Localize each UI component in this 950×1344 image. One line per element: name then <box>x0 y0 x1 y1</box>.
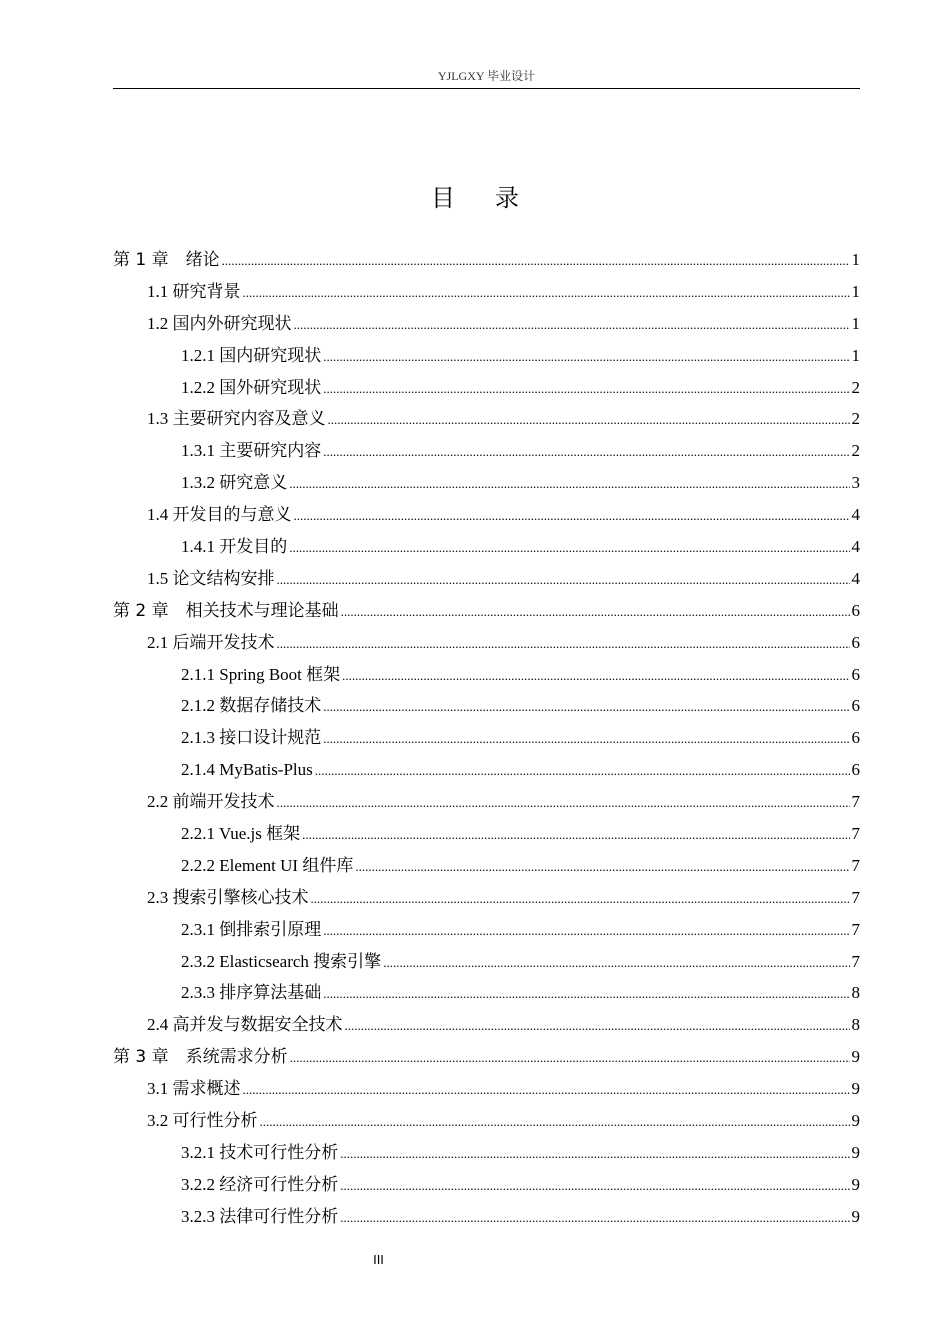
toc-entry-label: 3.2 可行性分析 <box>147 1111 258 1131</box>
toc-entry-label: 2.2.2 Element UI 组件库 <box>181 855 354 875</box>
toc-section-entry[interactable] <box>113 722 860 754</box>
toc-section-entry[interactable] <box>113 1009 860 1041</box>
toc-leader-dots <box>340 1201 849 1234</box>
toc-section-entry[interactable] <box>113 308 860 340</box>
toc-entry-page: 9 <box>851 1047 860 1067</box>
toc-leader-dots <box>294 308 850 341</box>
toc-chapter-entry[interactable] <box>113 595 860 627</box>
toc-entry-page: 1 <box>851 250 860 269</box>
toc-entry-label: 1.1 研究背景 <box>147 281 241 301</box>
page-header: YJLGXY 毕业设计 <box>113 66 860 89</box>
toc-leader-dots <box>323 372 849 405</box>
toc-entry-label: 第 1 章 绪论 <box>113 250 220 270</box>
toc-entry-label: 2.3.3 排序算法基础 <box>181 983 322 1003</box>
toc-leader-dots <box>341 595 850 628</box>
toc-entry-page: 9 <box>851 1142 860 1162</box>
toc-entry-page: 2 <box>851 409 860 429</box>
toc-leader-dots <box>323 690 849 723</box>
toc-entry-label: 2.1.2 数据存储技术 <box>181 696 322 716</box>
toc-entry-label: 2.2.1 Vue.js 框架 <box>181 824 301 844</box>
table-of-contents <box>113 244 860 1233</box>
toc-entry-page: 9 <box>851 1174 860 1194</box>
toc-entry-page: 6 <box>851 632 860 652</box>
toc-chapter-entry[interactable] <box>113 244 860 276</box>
toc-leader-dots <box>277 786 850 819</box>
toc-entry-page: 1 <box>851 281 860 301</box>
toc-entry-label: 2.1.3 接口设计规范 <box>181 728 322 748</box>
toc-leader-dots <box>323 435 849 468</box>
toc-entry-page: 3 <box>851 473 860 493</box>
toc-leader-dots <box>323 977 849 1010</box>
toc-leader-dots <box>277 627 850 660</box>
toc-entry-page: 7 <box>851 887 860 907</box>
toc-entry-page: 6 <box>851 664 860 684</box>
toc-entry-label: 2.3.1 倒排索引原理 <box>181 919 322 939</box>
toc-entry-page: 6 <box>851 600 860 620</box>
toc-section-entry[interactable] <box>113 435 860 467</box>
toc-section-entry[interactable] <box>113 627 860 659</box>
toc-leader-dots <box>345 1009 850 1042</box>
toc-entry-label: 1.2.1 国内研究现状 <box>181 345 322 365</box>
toc-leader-dots <box>302 818 849 851</box>
toc-entry-label: 3.2.1 技术可行性分析 <box>181 1142 339 1162</box>
toc-section-entry[interactable] <box>113 659 860 691</box>
toc-entry-page: 8 <box>851 1015 860 1035</box>
toc-section-entry[interactable] <box>113 403 860 435</box>
toc-section-entry[interactable] <box>113 850 860 882</box>
toc-leader-dots <box>328 403 850 436</box>
toc-entry-label: 2.4 高并发与数据安全技术 <box>147 1015 343 1035</box>
toc-entry-page: 7 <box>851 951 860 971</box>
toc-leader-dots <box>311 882 850 915</box>
toc-entry-page: 6 <box>851 696 860 716</box>
toc-section-entry[interactable] <box>113 1073 860 1105</box>
toc-entry-page: 7 <box>851 855 860 875</box>
toc-entry-label: 2.1.4 MyBatis-Plus <box>181 760 313 780</box>
toc-leader-dots <box>383 946 849 979</box>
toc-entry-label: 第 3 章 系统需求分析 <box>113 1047 288 1068</box>
toc-entry-label: 2.3.2 Elasticsearch 搜索引擎 <box>181 951 382 971</box>
toc-leader-dots <box>289 467 849 500</box>
toc-leader-dots <box>243 276 850 309</box>
toc-entry-label: 3.1 需求概述 <box>147 1079 241 1099</box>
toc-entry-page: 9 <box>851 1079 860 1099</box>
toc-entry-label: 第 2 章 相关技术与理论基础 <box>113 600 339 621</box>
toc-entry-page: 2 <box>851 377 860 397</box>
toc-entry-page: 9 <box>851 1111 860 1131</box>
toc-entry-page: 2 <box>851 441 860 461</box>
toc-entry-label: 1.5 论文结构安排 <box>147 568 275 588</box>
toc-section-entry[interactable] <box>113 882 860 914</box>
toc-section-entry[interactable] <box>113 977 860 1009</box>
toc-chapter-entry[interactable] <box>113 1041 860 1073</box>
toc-section-entry[interactable] <box>113 499 860 531</box>
toc-section-entry[interactable] <box>113 786 860 818</box>
toc-section-entry[interactable] <box>113 1105 860 1137</box>
toc-leader-dots <box>260 1105 850 1138</box>
toc-leader-dots <box>323 722 849 755</box>
toc-leader-dots <box>243 1073 850 1106</box>
toc-section-entry[interactable] <box>113 754 860 786</box>
toc-section-entry[interactable] <box>113 690 860 722</box>
toc-entry-page: 7 <box>851 919 860 939</box>
toc-entry-label: 2.1 后端开发技术 <box>147 632 275 652</box>
toc-entry-page: 7 <box>851 792 860 812</box>
toc-leader-dots <box>355 850 849 883</box>
toc-section-entry[interactable] <box>113 914 860 946</box>
toc-section-entry[interactable] <box>113 1201 860 1233</box>
toc-entry-page: 8 <box>851 983 860 1003</box>
toc-section-entry[interactable] <box>113 946 860 978</box>
toc-leader-dots <box>294 499 850 532</box>
toc-entry-page: 6 <box>851 728 860 748</box>
toc-leader-dots <box>340 1169 849 1202</box>
toc-entry-page: 1 <box>851 345 860 365</box>
toc-section-entry[interactable] <box>113 563 860 595</box>
toc-leader-dots <box>323 340 849 373</box>
toc-leader-dots <box>289 531 849 564</box>
toc-section-entry[interactable] <box>113 340 860 372</box>
toc-entry-page: 7 <box>851 824 860 844</box>
toc-section-entry[interactable] <box>113 531 860 563</box>
toc-entry-page: 4 <box>851 568 860 588</box>
toc-leader-dots <box>315 754 850 787</box>
toc-entry-label: 1.4 开发目的与意义 <box>147 505 292 525</box>
toc-entry-label: 2.2 前端开发技术 <box>147 792 275 812</box>
toc-entry-page: 9 <box>851 1206 860 1226</box>
toc-title: 目录 <box>431 184 559 212</box>
toc-entry-label: 3.2.3 法律可行性分析 <box>181 1206 339 1226</box>
toc-entry-label: 1.2.2 国外研究现状 <box>181 377 322 397</box>
toc-entry-page: 4 <box>851 537 860 557</box>
toc-entry-label: 1.3 主要研究内容及意义 <box>147 409 326 429</box>
toc-section-entry[interactable] <box>113 276 860 308</box>
toc-section-entry[interactable] <box>113 1169 860 1201</box>
toc-leader-dots <box>323 914 849 947</box>
toc-entry-label: 1.2 国内外研究现状 <box>147 313 292 333</box>
page-number: III <box>373 1252 384 1267</box>
toc-entry-label: 2.1.1 Spring Boot 框架 <box>181 664 341 684</box>
toc-section-entry[interactable] <box>113 467 860 499</box>
toc-leader-dots <box>277 563 850 596</box>
toc-entry-label: 2.3 搜索引擎核心技术 <box>147 887 309 907</box>
toc-leader-dots <box>340 1137 849 1170</box>
toc-entry-label: 1.3.1 主要研究内容 <box>181 441 322 461</box>
toc-section-entry[interactable] <box>113 818 860 850</box>
toc-entry-page: 1 <box>851 313 860 333</box>
toc-entry-page: 6 <box>851 760 860 780</box>
toc-leader-dots <box>342 659 849 692</box>
toc-leader-dots <box>290 1041 850 1074</box>
toc-section-entry[interactable] <box>113 1137 860 1169</box>
toc-entry-label: 3.2.2 经济可行性分析 <box>181 1174 339 1194</box>
toc-entry-label: 1.4.1 开发目的 <box>181 537 288 557</box>
toc-section-entry[interactable] <box>113 372 860 404</box>
toc-entry-page: 4 <box>851 505 860 525</box>
toc-leader-dots <box>222 244 850 277</box>
toc-entry-label: 1.3.2 研究意义 <box>181 473 288 493</box>
